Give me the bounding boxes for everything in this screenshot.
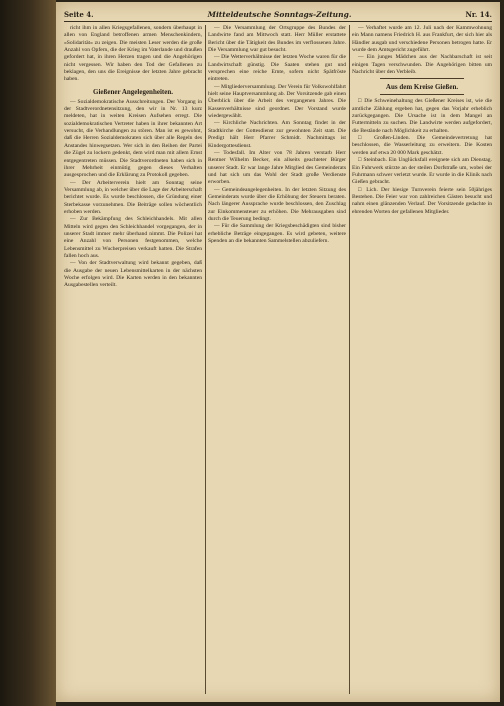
column-3: [352, 25, 492, 696]
paragraph: — Der Arbeiterverein hielt am Sonntag seine Versammlung ab, in welcher über die Lage der Arbeiterschaft berichtet wurde. Es wurde beschlossen, die Gründung einer Sterbekasse vorzunehmen. Die Beiträge sollen wöchentlich erhoben werden.: [64, 179, 202, 215]
paragraph: — Verhaftet wurde am 12. Juli nach der Kammwohnung ein Mann namens Friedrich H. aus Frankfurt, der sich hier als Händler ausgab und verschiedene Personen betrogen hatte. Er wurde dem Amtsgericht zugeführt.: [352, 25, 492, 54]
paragraph: □ Die Schweinehaltung des Gießener Kreises ist, wie die amtliche Zählung ergeben hat, gegen das Vorjahr erheblich zurückgegangen. Die Ursache ist in dem Mangel an Futtermitteln zu suchen. Die Landwirte werden aufgefordert, die Bestände nach Möglichkeit zu erhalten.: [352, 98, 492, 134]
paragraph: □ Lich. Der hiesige Turnverein feierte sein 50jähriges Bestehen. Die Feier war von zahlreichen Gästen besucht und nahm einen glänzenden Verlauf. Der Vorsitzende gedachte in ehrenden Worten der gefallenen Mitglieder.: [352, 186, 492, 215]
section-rule: [380, 94, 464, 95]
paragraph: — Zur Bekämpfung des Schleichhandels. Mit allen Mitteln wird gegen den Schleichhandel vorgegangen, der in unserer Stadt immer mehr überhand nimmt. Die Polizei hat eine Anzahl von Personen festgenommen, welche Lebensmittel zu Wucherpreisen verkauft hatten. Die Strafen fallen hoch aus.: [64, 216, 202, 259]
column-2: [208, 25, 346, 696]
newspaper-page: [56, 2, 500, 702]
paragraph: — Mitgliederversammlung. Der Verein für Volkswohlfahrt hielt seine Hauptversammlung ab. Der Vorsitzende gab einen Überblick über die Arbeit des vergangenen Jahres. Die Kassenverhältnisse sind geordnet. Der Vorstand wurde wiedergewählt.: [208, 83, 346, 120]
column-divider: [205, 25, 206, 694]
paragraph: □ Großen-Linden. Die Gemeindevertretung hat beschlossen, die Wasserleitung zu erweitern. Die Kosten werden auf etwa 20 000 Mark geschätzt.: [352, 135, 492, 156]
paragraph: — Kirchliche Nachrichten. Am Sonntag findet in der Stadtkirche der Gottesdienst zur gewohnten Zeit statt. Die Predigt hält Herr Pfarrer Schmidt. Nachmittags ist Kindergottesdienst.: [208, 120, 346, 149]
paragraph: □ Steinbach. Ein Unglücksfall ereignete sich am Dienstag. Ein Fuhrwerk stürzte an der steilen Dorfstraße um, wobei der Fuhrmann schwer verletzt wurde. Er wurde in die Klinik nach Gießen gebracht.: [352, 157, 492, 186]
column-1: [64, 25, 202, 696]
paragraph: — Todesfall. Im Alter von 78 Jahren verstarb Herr Rentner Wilhelm Becker, ein allseits geachteter Bürger unserer Stadt. Er war lange Jahre Mitglied des Gemeinderats und hat sich um das Wohl der Stadt große Verdienste erworben.: [208, 149, 346, 186]
book-binding: [0, 0, 56, 706]
paragraph: — Für die Sammlung der Kriegsbeschädigten sind bisher erhebliche Beträge eingegangen. Es wird gebeten, weitere Spenden an die bekannten Sammelstellen abzuliefern.: [208, 223, 346, 244]
paragraph: — Gemeindeangelegenheiten. In der letzten Sitzung des Gemeinderats wurde über die Erhöhung der Steuern beraten. Nach längerer Aussprache wurde beschlossen, den Zuschlag zur Einkommensteuer zu erhöhen. Die Mehrausgaben sind durch die Teuerung bedingt.: [208, 186, 346, 222]
header-rule: [64, 21, 492, 22]
newspaper-title: Mitteldeutsche Sonntags-Zeitung.: [207, 9, 352, 19]
paragraph: — Ein junges Mädchen aus der Nachbarschaft ist seit einigen Tagen verschwunden. Die Angehörigen bitten um Nachricht über den Verbleib.: [352, 54, 492, 76]
column-divider: [349, 25, 350, 694]
paragraph: — Die Wetterverhältnisse der letzten Woche waren für die Landwirtschaft günstig. Die Saaten stehen gut und versprechen eine reiche Ernte, sofern nicht Spätfröste eintreten.: [208, 54, 346, 83]
page-number: Seite 4.: [64, 9, 94, 19]
paragraph: — Von der Stadtverwaltung wird bekannt gegeben, daß die Ausgabe der neuen Lebensmittelkarten in der nächsten Woche erfolgen wird. Die Karten werden in den bekannten Ausgabestellen verteilt.: [64, 260, 202, 289]
issue-number: Nr. 14.: [465, 9, 492, 19]
paragraph: — Sozialdemokratische Ausschreitungen. Der Vorgang in der Stadtverordnetensitzung, den wir in Nr. 13 kurz meldeten, hat in weiten Kreisen Aufsehen erregt. Die sozialdemokratischen Vertreter haben in ihrer bekannten Art versucht, die Verhandlungen zu stören. Man ist es gewohnt, daß die Herren Sozialdemokraten sich über alle Regeln des Anstandes hinwegsetzen. Wer sich in den Reihen der Partei die Zügel zu lockern gedenkt, dem wird man mit allem Ernst entgegentreten müssen. Die Stadtverordneten haben sich in ihrer Mehrheit einmütig gegen dieses Verhalten ausgesprochen und die Erklärung zu Protokoll gegeben.: [64, 98, 202, 179]
paragraph: richt ihm in allen Kriegsgefallenen, sondern überhaupt in allen von England betroffenen armen Menschenkindern, «Solidarität» zu zeigen. Die meisten Leser werden die große Anzahl von Opfern, die der Krieg im Vaterlande und draußen gefordert hat, in ihren Herzen tragen und die Angehörigen nicht vergessen. Wir haben den Tod der Gefallenen zu beklagen, den uns die Ereignisse der letzten Jahre gebracht haben.: [64, 25, 202, 83]
paragraph: — Die Versammlung der Ortsgruppe des Bundes der Landwirte fand am Mittwoch statt. Herr Müller erstattete Bericht über die Tätigkeit des Bundes im verflossenen Jahre. Die Versammlung war gut besucht.: [208, 25, 346, 54]
section-heading: Gießener Angelegenheiten.: [93, 87, 173, 96]
section-rule: [380, 78, 464, 79]
page-header: [64, 8, 492, 20]
section-heading: Aus dem Kreise Gießen.: [385, 83, 459, 92]
